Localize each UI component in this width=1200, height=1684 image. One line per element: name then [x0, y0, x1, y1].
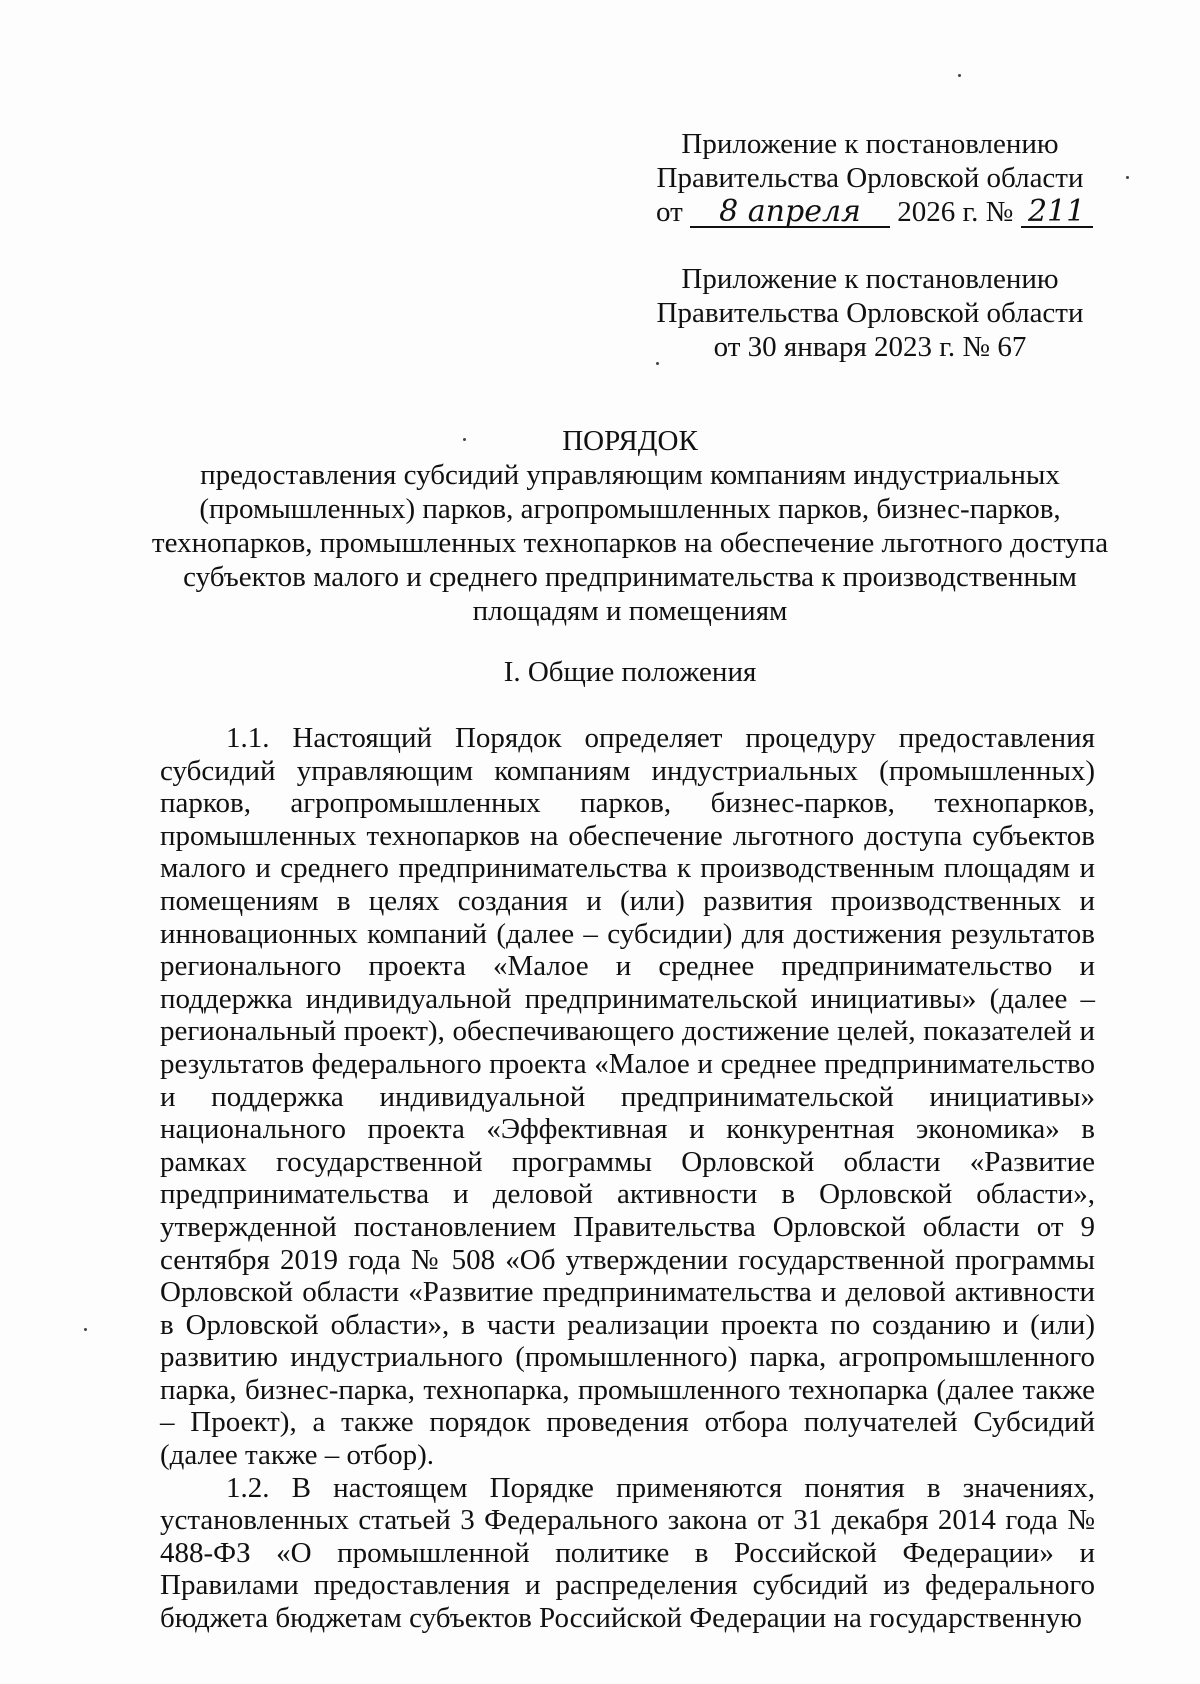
handwritten-number: 211 [1021, 198, 1093, 228]
handwritten-date: 8 апреля [690, 198, 890, 228]
date-prefix: от [656, 196, 683, 228]
appendix-header-line: Правительства Орловской области [656, 297, 1084, 329]
appendix-header-line: Правительства Орловской области [656, 162, 1084, 194]
title-subtitle: предоставления субсидий управляющим компаниям индустриальных (промышленных) парков, агропромышленных парков, бизнес-парков, технопарков, промышленных технопарков на обеспечение льготного доступа субъектов малого и среднего предпринимательства к производственным площадям и помещениям [151, 459, 1109, 627]
appendix-date-line [640, 195, 1100, 229]
scan-speck [958, 74, 961, 77]
appendix-header-new [640, 127, 1100, 229]
appendix-header-line: Приложение к постановлению [681, 128, 1059, 160]
appendix-header-line: Приложение к постановлению [681, 263, 1059, 295]
section-heading: I. Общие положения [503, 656, 757, 688]
year-number-label: 2026 г. № [897, 196, 1014, 228]
scan-speck [656, 362, 659, 365]
appendix-header-date: от 30 января 2023 г. № 67 [713, 331, 1027, 363]
paragraph-1-2: 1.2. В настоящем Порядке применяются понятия в значениях, установленных статьей 3 Федерального закона от 31 декабря 2014 года № 488-ФЗ «О промышленной политике в Российской Федерации» и Правилами предоставления и распределения субсидий из федерального бюджета бюджетам субъектов Российской Федерации на государственную [160, 1471, 1095, 1635]
scan-speck [1126, 176, 1129, 179]
title-main: ПОРЯДОК [562, 425, 698, 457]
scan-speck [463, 438, 466, 441]
appendix-header-old [640, 262, 1100, 364]
scan-speck [84, 1328, 87, 1331]
body-text [160, 722, 1095, 1635]
document-title [150, 424, 1110, 628]
paragraph-1-1: 1.1. Настоящий Порядок определяет процедуру предоставления субсидий управляющим компаниям индустриальных (промышленных) парков, агропромышленных парков, бизнес-парков, технопарков, промышленных технопарков на обеспечение льготного доступа субъектов малого и среднего предпринимательства к производственным площадям и помещениям в целях создания и (или) развития производственных и инновационных компаний (далее – субсидии) для достижения результатов регионального проекта «Малое и среднее предпринимательство и поддержка индивидуальной предпринимательской инициативы» (далее – региональный проект), обеспечивающего достижение целей, показателей и результатов федерального проекта «Малое и среднее предпринимательство и поддержка индивидуальной предпринимательской инициативы» национального проекта «Эффективная и конкурентная экономика» в рамках государственной программы Орловской области «Развитие предпринимательства и деловой активности в Орловской области», утвержденной постановлением Правительства Орловской области от 9 сентября 2019 года № 508 «Об утверждении государственной программы Орловской области «Развитие предпринимательства и деловой активности в Орловской области», в части реализации проекта по созданию и (или) развитию индустриального (промышленного) парка, агропромышленного парка, бизнес-парка, технопарка, промышленного технопарка (далее также – Проект), а также порядок проведения отбора получателей Субсидий (далее также – отбор). [160, 722, 1095, 1472]
